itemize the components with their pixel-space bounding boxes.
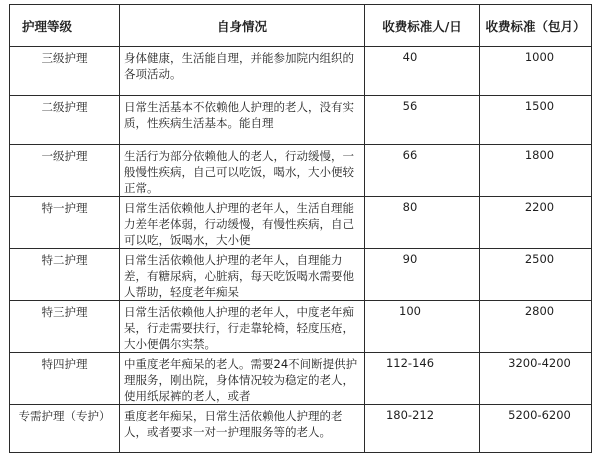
header-fee-day: 收费标准人/日 xyxy=(365,5,480,47)
cell-fee-day: 100 xyxy=(365,301,480,353)
cell-fee-day: 90 xyxy=(365,249,480,301)
cell-description xyxy=(120,145,365,197)
table-row xyxy=(10,96,592,145)
table-row xyxy=(10,145,592,197)
cell-fee-day: 40 xyxy=(365,47,480,96)
table-row xyxy=(10,47,592,96)
cell-fee-month: 3200-4200 xyxy=(480,353,592,405)
cell-description xyxy=(120,249,365,301)
table-row xyxy=(10,197,592,249)
cell-level: 三级护理 xyxy=(10,47,120,96)
table-row xyxy=(10,301,592,353)
cell-fee-day: 66 xyxy=(365,145,480,197)
cell-description xyxy=(120,353,365,405)
cell-fee-month: 1800 xyxy=(480,145,592,197)
description-text: 生活行为部分依赖他人的老人，行动缓慢，一般慢性疾病，自己可以吃饭，喝水，大小便较正常。 xyxy=(124,149,354,195)
cell-level: 一级护理 xyxy=(10,145,120,197)
nursing-fee-table xyxy=(9,4,592,453)
cell-fee-month: 5200-6200 xyxy=(480,405,592,453)
cell-level: 二级护理 xyxy=(10,96,120,145)
table-header-row xyxy=(10,5,592,47)
description-text: 日常生活依赖他人护理的老年人，中度老年痴呆，行走需要扶行，行走靠轮椅，轻度压疮，大小便偶尔实禁。 xyxy=(124,305,354,351)
description-text: 日常生活依赖他人护理的老年人，自理能力差，有糖尿病，心脏病，每天吃饭喝水需要他人帮助，轻度老年痴呆 xyxy=(124,253,354,299)
cell-fee-month: 1500 xyxy=(480,96,592,145)
table-row xyxy=(10,353,592,405)
cell-level: 特三护理 xyxy=(10,301,120,353)
cell-description xyxy=(120,197,365,249)
cell-fee-day: 180-212 xyxy=(365,405,480,453)
description-text: 中重度老年痴呆的老人。需要24不间断提供护理服务，刚出院，身体情况较为稳定的老人，使用纸尿裤的老人，或者 xyxy=(124,357,358,403)
header-fee-month: 收费标准（包月） xyxy=(480,5,592,47)
cell-fee-day: 80 xyxy=(365,197,480,249)
description-text: 重度老年痴呆，日常生活依赖他人护理的老人，或者要求一对一护理服务等的老人。 xyxy=(124,409,343,439)
header-description: 自身情况 xyxy=(120,5,365,47)
cell-fee-month: 2800 xyxy=(480,301,592,353)
cell-level: 特一护理 xyxy=(10,197,120,249)
description-text: 日常生活基本不依赖他人护理的老人，没有实质，性疾病生活基本。能自理 xyxy=(124,100,354,130)
cell-fee-month: 1000 xyxy=(480,47,592,96)
cell-level: 特二护理 xyxy=(10,249,120,301)
header-level: 护理等级 xyxy=(10,5,120,47)
table-row xyxy=(10,249,592,301)
cell-description xyxy=(120,96,365,145)
table-row xyxy=(10,405,592,453)
cell-description xyxy=(120,405,365,453)
cell-fee-month: 2200 xyxy=(480,197,592,249)
description-text: 日常生活依赖他人护理的老年人，生活自理能力差年老体弱，行动缓慢，有慢性疾病，自己可以吃，饭喝水，大小便 xyxy=(124,201,354,247)
description-text: 身体健康，生活能自理，并能参加院内组织的各项活动。 xyxy=(124,51,354,81)
cell-fee-day: 112-146 xyxy=(365,353,480,405)
cell-level: 专需护理（专护） xyxy=(10,405,120,453)
cell-description xyxy=(120,47,365,96)
cell-description xyxy=(120,301,365,353)
cell-level: 特四护理 xyxy=(10,353,120,405)
cell-fee-day: 56 xyxy=(365,96,480,145)
cell-fee-month: 2500 xyxy=(480,249,592,301)
